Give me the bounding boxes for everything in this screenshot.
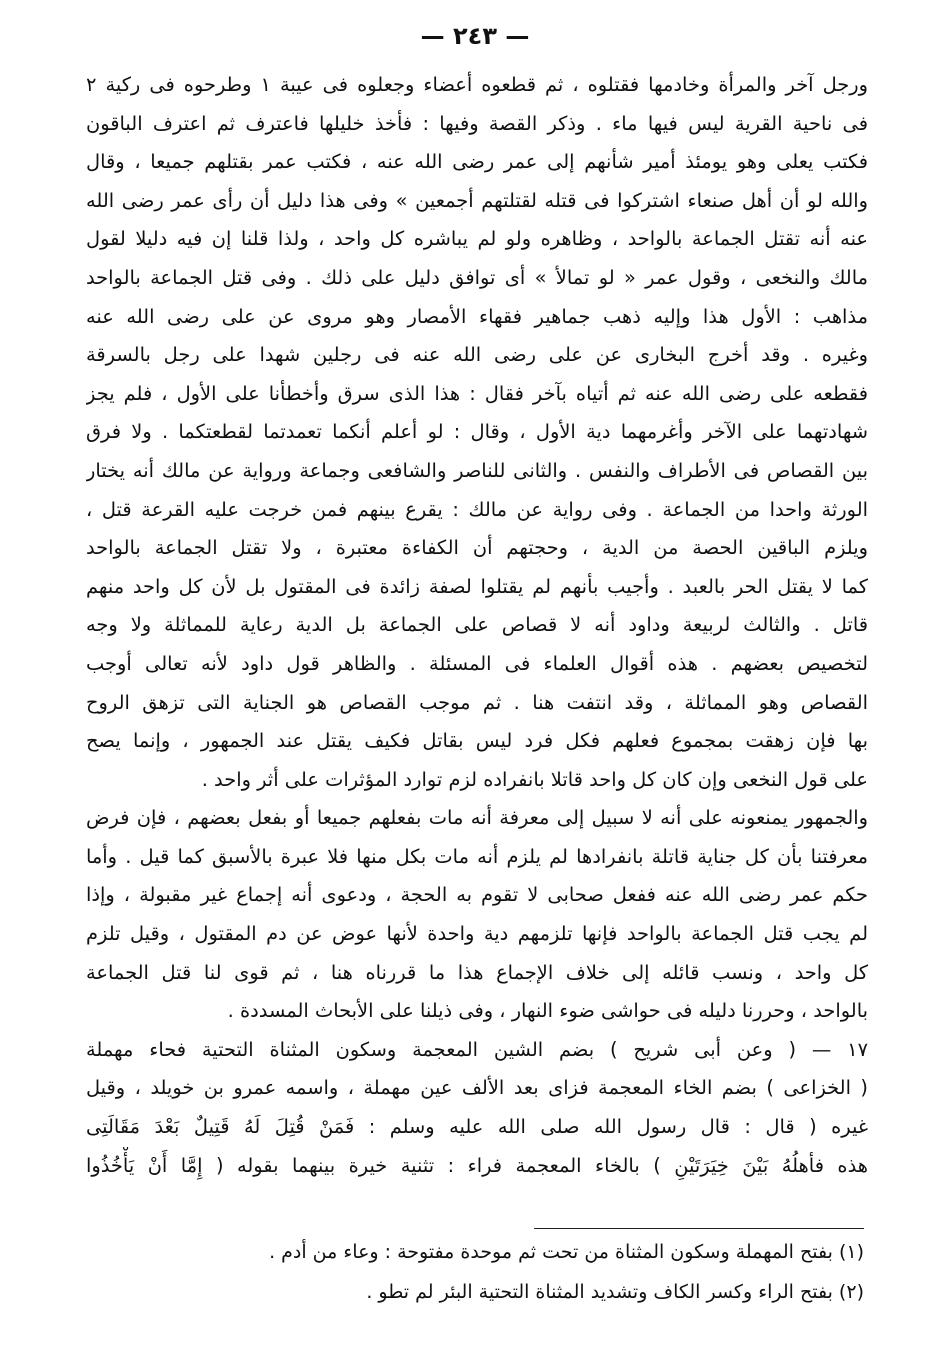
footnote-separator [534,1228,864,1229]
text-line: والله لو أن أهل صنعاء اشتركوا فى قتله لقتلتهم أجمعين » وفى هذا دليل أن رأى عمر رضى الله [86,188,868,212]
text-line: لتخصيص بعضهم . هذه أقوال العلماء فى المسئلة . والظاهر قول داود لأنه تعالى أوجب [86,651,868,675]
footnotes-block [82,1232,864,1312]
text-line: ويلزم الباقين الحصة من الدية ، وحجتهم أن الكفاءة معتبرة ، ولا تقتل الجماعة بالواحد [86,536,868,560]
text-line: معرفتنا بأن كل جناية قاتلة بانفرادها لم يلزم أنه مات بكل منها فلا عبرة بالأسبق كما قيل . وأما [86,844,868,868]
text-line: وغيره . وقد أخرج البخارى عن على رضى الله عنه فى رجلين شهدا على رجل بالسرقة [86,343,868,367]
text-line: فكتب يعلى وهو يومئذ أمير شأنهم إلى عمر رضى الله عنه ، فكتب عمر بقتلهم جميعا ، وقال [86,150,868,174]
text-line: حكم عمر رضى الله عنه ففعل صحابى لا تقوم به الحجة ، ودعوى أنه إجماع غير مقبولة ، وإذا [86,883,868,907]
text-line: بين القصاص فى الأطراف والنفس . والثانى للناصر والشافعى وجماعة ورواية عن مالك أنه يختار [86,458,868,482]
text-line: بها فإن زهقت بمجموع فعلهم فكل فرد ليس بقاتل فكيف يقتل عند الجمهور ، وإنما يصح [86,729,868,753]
footnote-1: (١) بفتح المهملة وسكون المثناة من تحت ثم موحدة مفتوحة : وعاء من أدم . [269,1241,864,1263]
text-line: فى ناحية القرية ليس فيها ماء . وذكر القصة وفيها : فأخذ خليلها فاعترف ثم اعترف الباقون [86,111,868,135]
text-line: ( الخزاعى ) بضم الخاء المعجمة فزاى بعد الألف عين مهملة ، واسمه عمرو بن خويلد ، وقيل [86,1076,868,1100]
text-line: بالواحد ، وحررنا دليله فى حواشى ضوء النهار ، وفى ذيلنا على الأبحاث المسددة . [227,999,868,1023]
page-number: — ٢٤٣ — [420,22,530,50]
text-line: كل واحد ، ونسب قائله إلى خلاف الإجماع هذا ما قررناه هنا ، ثم قوى لنا قتل الجماعة [86,960,868,984]
text-line: غيره ( قال : قال رسول الله صلى الله عليه وسلم : فَمَنْ قُتِلَ لَهُ قَتِيلٌ بَعْدَ مَقَالَتِى [86,1115,868,1139]
text-line: شهادتهما على الآخر وأغرمهما دية الأول ، وقال : لو أعلم أنكما تعمدتما لقطعتكما . ولا فرق [86,420,868,444]
text-line: ١٧ — ( وعن أبى شريح ) بضم الشين المعجمة وسكون المثناة التحتية فحاء مهملة [86,1037,868,1061]
main-text-block [86,66,868,1185]
text-line: كما لا يقتل الحر بالعبد . وأجيب بأنهم لم يقتلوا لصفة زائدة فى المقتول بل لأن كل واحد منهم [86,574,868,598]
text-line: قاتل . والثالث لربيعة وداود أنه لا قصاص على الجماعة بل الدية رعاية للمماثلة ولا وجه [86,613,868,637]
text-line: هذه فأهلُهُ بَيْنَ خِيَرَتَيْنِ ) بالخاء المعجمة فراء : تثنية خيرة بينهما بقوله ( إِمَّا أَنْ يَأْخُذُوا [86,1153,868,1177]
text-line: على قول النخعى وإن كان كل واحد قاتلا بانفراده لزم توارد المؤثرات على أثر واحد . [201,767,868,791]
text-line: والجمهور يمنعونه على أنه لا سبيل إلى معرفة أنه مات بفعلهم جميعا أو بفعل بعضهم ، فإن فرض [86,806,868,830]
footnote-2: (٢) بفتح الراء وكسر الكاف وتشديد المثناة التحتية البئر لم تطو . [366,1281,864,1303]
text-line: لم يجب قتل الجماعة بالواحد فإنها تلزمهم دية واحدة لأنها عوض عن دم المقتول ، وقيل تلزم [86,922,868,946]
text-line: عنه أنه تقتل الجماعة بالواحد ، وظاهره ولو لم يباشره كل واحد ، ولذا قلنا إن فيه دليلا لقول [86,227,868,251]
text-line: القصاص وهو المماثلة ، وقد انتفت هنا . ثم موجب القصاص هو الجناية التى تزهق الروح [86,690,868,714]
text-line: الورثة واحدا من الجماعة . وفى رواية عن مالك : يقرع بينهم فمن خرجت عليه القرعة قتل ، [86,497,868,521]
text-line: ورجل آخر والمرأة وخادمها فقتلوه ، ثم قطعوه أعضاء وجعلوه فى عيبة ١ وطرحوه فى ركية ٢ [86,73,868,96]
text-line: فقطعه على رضى الله عنه ثم أتياه بآخر فقال : هذا الذى سرق وأخطأنا على الأول ، فلم يجز [86,381,868,405]
text-line: مذاهب : الأول هذا وإليه ذهب جماهير فقهاء الأمصار وهو مروى عن على رضى الله عنه [86,304,868,328]
text-line: مالك والنخعى ، وقول عمر « لو تمالأ » أى توافق دليل على ذلك . وفى قتل الجماعة بالواحد [86,265,868,289]
